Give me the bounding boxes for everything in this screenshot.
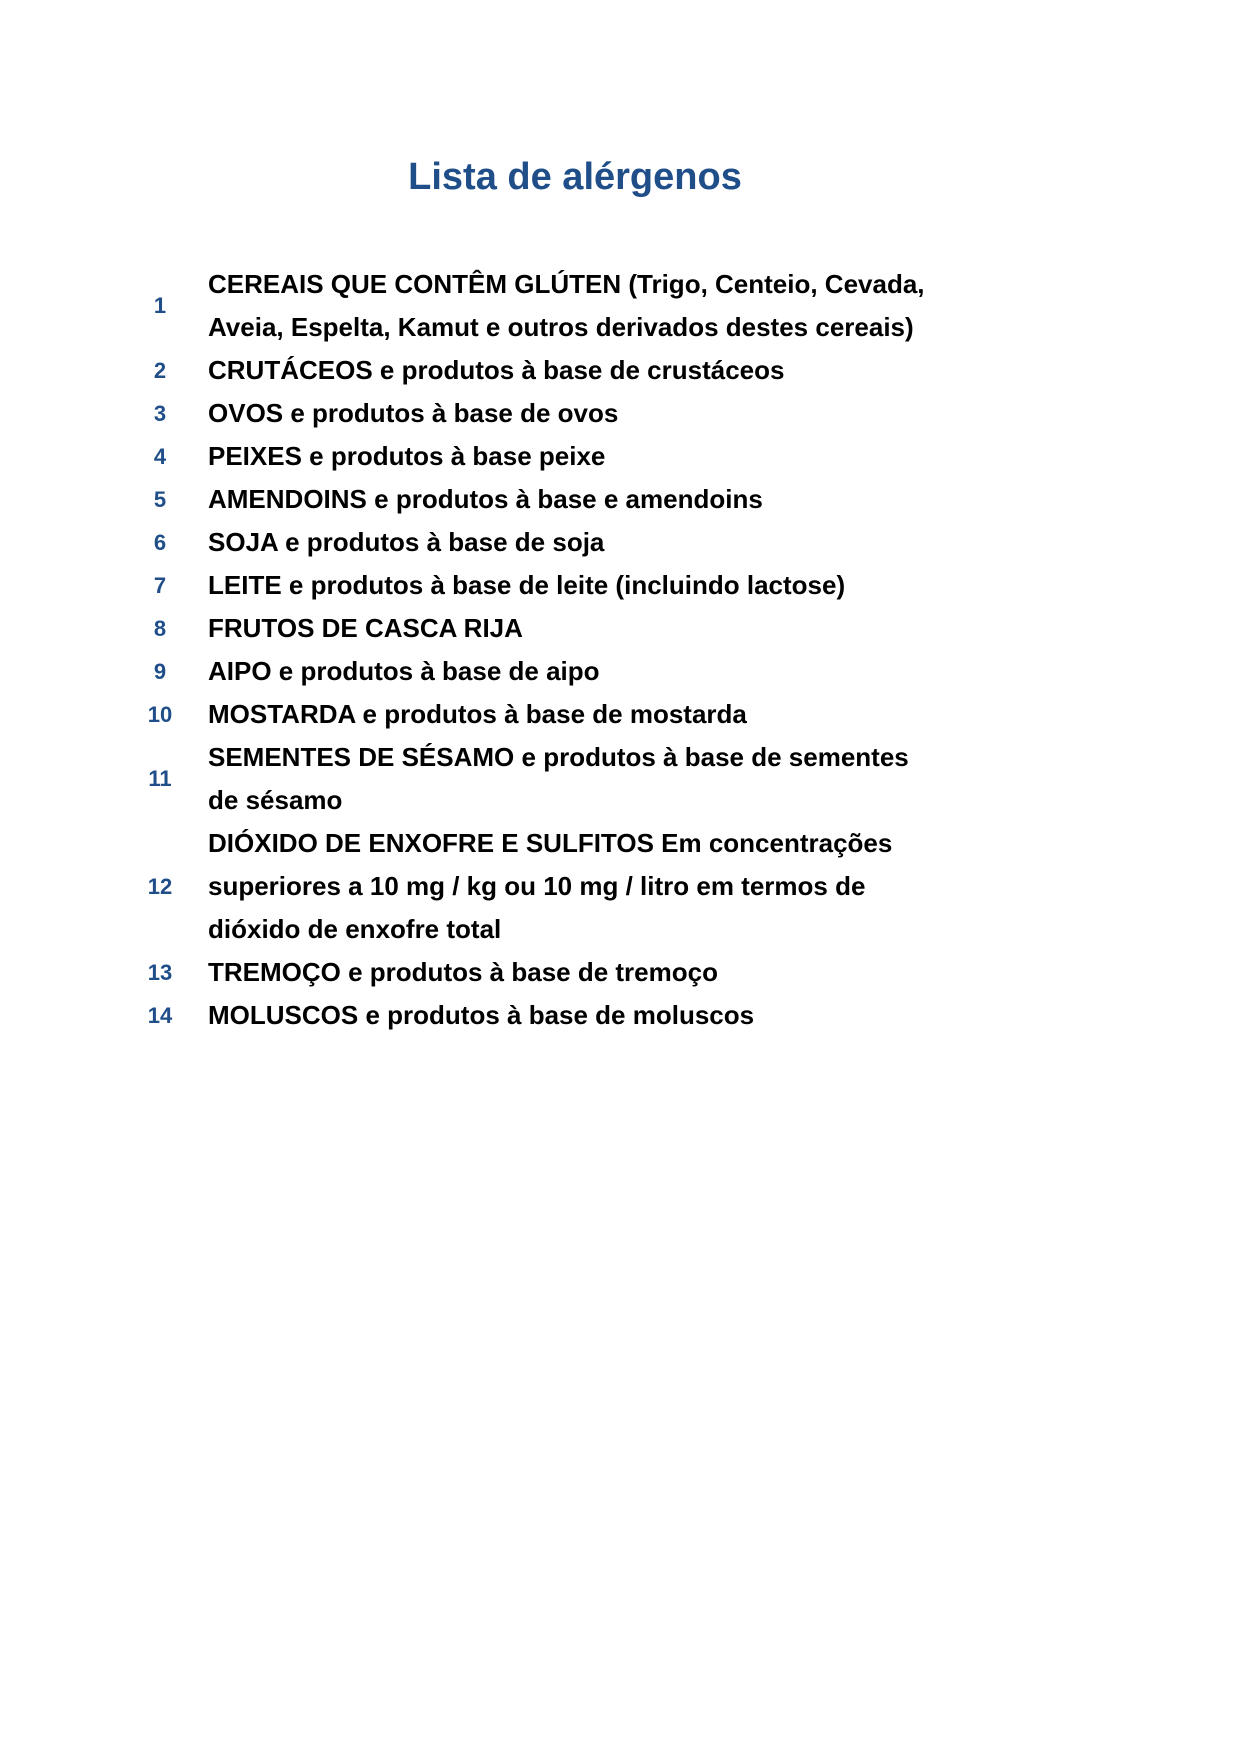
item-text	[208, 478, 928, 521]
allergen-name: SOJA	[208, 527, 278, 557]
allergen-description: e produtos à base de mostarda	[355, 699, 747, 729]
list-item	[130, 478, 950, 521]
item-text	[208, 521, 928, 564]
page-title: Lista de alérgenos	[408, 156, 742, 198]
item-number: 11	[148, 766, 172, 791]
allergen-name: PEIXES	[208, 441, 302, 471]
list-item	[130, 263, 950, 349]
allergen-name: AIPO	[208, 656, 272, 686]
list-item	[130, 994, 950, 1037]
item-number: 4	[153, 443, 167, 469]
allergen-description: e produtos à base e amendoins	[366, 484, 763, 514]
allergen-name: AMENDOINS	[208, 484, 367, 514]
allergen-description: e produtos à base de tremoço	[340, 957, 718, 987]
item-text	[208, 994, 928, 1037]
allergen-name: MOLUSCOS	[208, 1000, 359, 1030]
list-item	[130, 564, 950, 607]
allergen-description: e produtos à base de crustáceos	[372, 355, 785, 385]
allergen-description: e produtos à base de moluscos	[358, 1000, 755, 1030]
item-number: 6	[153, 529, 167, 555]
item-text	[208, 263, 928, 349]
item-number: 10	[147, 701, 173, 727]
item-number: 9	[153, 658, 167, 684]
item-text	[208, 951, 928, 994]
allergen-name: DIÓXIDO DE ENXOFRE E SULFITOS	[208, 828, 654, 858]
list-item	[130, 349, 950, 392]
item-number: 3	[153, 400, 167, 426]
allergen-name: FRUTOS DE CASCA RIJA	[208, 613, 523, 643]
item-text	[208, 435, 928, 478]
allergen-name: MOSTARDA	[208, 699, 356, 729]
list-item	[130, 951, 950, 994]
allergen-name: LEITE	[208, 570, 282, 600]
allergen-description: e produtos à base de ovos	[283, 398, 619, 428]
list-item	[130, 736, 950, 822]
item-number: 5	[153, 486, 167, 512]
item-text	[208, 392, 928, 435]
list-item	[130, 650, 950, 693]
item-number: 13	[147, 959, 173, 985]
allergen-description: (Trigo, Centeio, Cevada, Aveia, Espelta, Kamut e outros derivados destes cereais)	[208, 269, 925, 342]
item-text	[208, 607, 928, 650]
list-item	[130, 822, 950, 951]
item-number: 12	[147, 873, 173, 899]
list-item	[130, 392, 950, 435]
allergen-name: OVOS	[208, 398, 284, 428]
allergen-description: e produtos à base de leite (incluindo lactose)	[281, 570, 846, 600]
allergen-description: e produtos à base de sementes de sésamo	[208, 742, 909, 815]
item-text	[208, 736, 928, 822]
item-number: 7	[153, 572, 167, 598]
item-number: 14	[147, 1002, 173, 1028]
allergen-name: TREMOÇO	[208, 957, 341, 987]
item-text	[208, 693, 928, 736]
allergen-name: CRUTÁCEOS	[208, 355, 373, 385]
item-number: 2	[153, 357, 167, 383]
item-text	[208, 650, 928, 693]
item-text	[208, 822, 928, 951]
item-text	[208, 349, 928, 392]
allergen-description: e produtos à base de aipo	[271, 656, 600, 686]
list-item	[130, 521, 950, 564]
allergen-description: Em concentrações superiores a 10 mg / kg ou 10 mg / litro em termos de dióxido de enxofre total	[208, 828, 893, 944]
item-text	[208, 564, 928, 607]
item-number: 8	[153, 615, 167, 641]
item-number: 1	[153, 293, 167, 318]
list-item	[130, 693, 950, 736]
list-item	[130, 607, 950, 650]
allergen-name: CEREAIS QUE CONTÊM GLÚTEN	[208, 269, 622, 299]
list-item	[130, 435, 950, 478]
allergen-name: SEMENTES DE SÉSAMO	[208, 742, 515, 772]
allergen-description: e produtos à base de soja	[277, 527, 605, 557]
allergen-list	[130, 263, 950, 1037]
allergen-description: e produtos à base peixe	[301, 441, 606, 471]
